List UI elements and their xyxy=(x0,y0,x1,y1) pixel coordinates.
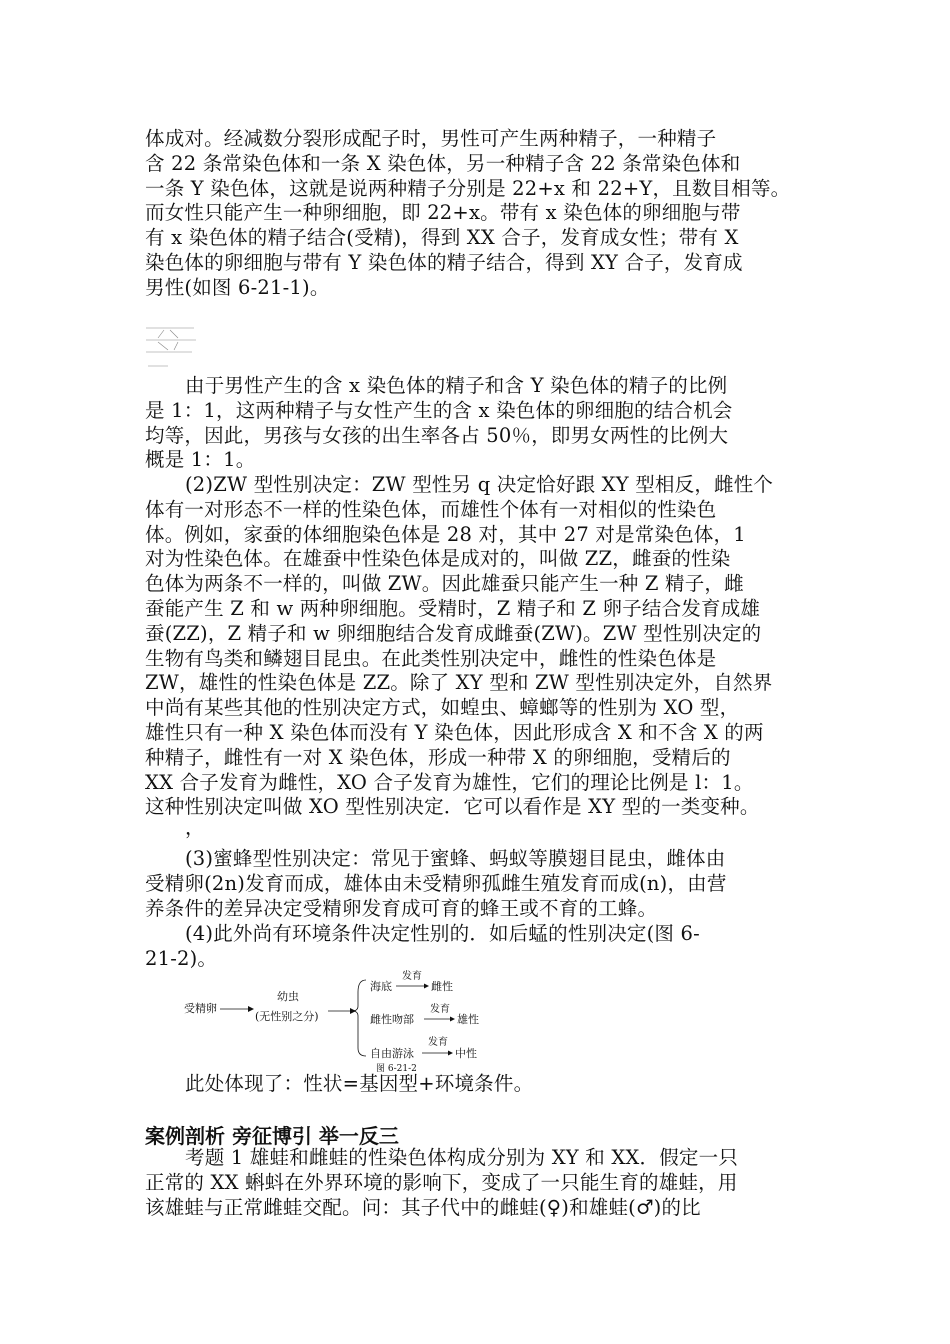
text-line: 养条件的差异决定受精卵发育成可育的蜂王或不育的工蜂。 xyxy=(145,896,658,920)
paragraph-sex-chromosome-gametes xyxy=(145,127,810,301)
text-line: 体有一对形态不一样的性染色体，而雄性个体有一对相似的性染色 xyxy=(145,497,717,521)
text-line: 此处体现了：性状=基因型+环境条件。 xyxy=(185,1072,534,1095)
text-line: 正常的 XX 蝌蚪在外界环境的影响下，变成了一只能生育的雄蛙，用 xyxy=(145,1170,738,1194)
text-line: ， xyxy=(185,816,205,840)
text-line: 雄性只有一种 X 染色体而没有 Y 染色体，因此形成含 X 和不含 X 的两 xyxy=(145,720,764,744)
text-line: (3)蜜蜂型性别决定：常见于蜜蜂、蚂蚁等膜翅目昆虫，雌体由 xyxy=(185,847,726,870)
text-line: 色体为两条不一样的，叫做 ZW。因此雄蚕只能产生一种 Z 精子，雌 xyxy=(145,572,744,596)
text-line: (2)ZW 型性别决定：ZW 型性另 q 决定恰好跟 XY 型相反，雌性个 xyxy=(185,473,774,496)
text-line: 含 22 条常染色体和一条 X 染色体，另一种精子含 22 条常染色体和 xyxy=(145,151,741,175)
paragraph-bee-type xyxy=(145,847,810,921)
arrow-head-icon xyxy=(448,1051,453,1056)
branch-arrow-label: 发育 xyxy=(428,1037,448,1048)
text-line: 对为性染色体。在雄蚕中性染色体是成对的，叫做 ZZ，雌蚕的性染 xyxy=(145,547,731,571)
paragraph-summary xyxy=(145,1072,810,1097)
text-line: 蚕能产生 Z 和 w 两种卵细胞。受精时，Z 精子和 Z 卵子结合发育成雄 xyxy=(145,596,761,620)
text-line: 这种性别决定叫做 XO 型性别决定．它可以看作是 XY 型的一类变种。 xyxy=(145,795,760,819)
text-line: 中尚有某些其他的性别决定方式，如蝗虫、蟑螂等的性别为 XO 型， xyxy=(145,696,740,720)
arrow-head-icon xyxy=(248,1006,254,1012)
figure-caption: 图 6-21-2 xyxy=(376,1064,417,1072)
text-line: 蚕(ZZ)，Z 精子和 w 卵细胞结合发育成雌蚕(ZW)。ZW 型性别决定的 xyxy=(145,621,762,645)
branch-to: 雌性 xyxy=(431,980,453,993)
branch-from: 自由游泳 xyxy=(370,1047,414,1060)
text-line: 考题 1 雄蛙和雌蛙的性染色体构成分别为 XY 和 XX．假定一只 xyxy=(185,1146,739,1169)
node-larva-note: (无性别之分) xyxy=(255,1010,319,1023)
figure-6-21-2-diagram xyxy=(180,968,500,1072)
text-line: 21-2)。 xyxy=(145,946,218,970)
arrow-head-icon xyxy=(424,984,429,989)
text-line: 该雄蛙与正常雌蛙交配。问：其子代中的雌蛙(♀)和雄蛙(♂)的比 xyxy=(145,1195,701,1219)
text-line: 均等，因此，男孩与女孩的出生率各占 50％，即男女两性的比例大 xyxy=(145,423,729,447)
text-line: 受精卵(2n)发育而成，雄体由未受精卵孤雌生殖发育而成(n)，由营 xyxy=(145,871,727,895)
branch-from: 雌性吻部 xyxy=(370,1013,414,1026)
text-line: 概是 1：1。 xyxy=(145,448,256,472)
paragraph-zw-type xyxy=(145,473,810,840)
node-fertilized-egg: 受精卵 xyxy=(184,1002,217,1015)
text-line: XX 合子发育为雌性，XO 合子发育为雄性，它们的理论比例是 l：1。 xyxy=(145,770,754,794)
text-line: 染色体的卵细胞与带有 Y 染色体的精子结合，得到 XY 合子，发育成 xyxy=(145,250,743,274)
brace-icon xyxy=(352,980,366,1056)
text-line: 体成对。经减数分裂形成配子时，男性可产生两种精子，一种精子 xyxy=(145,127,717,150)
branch-to: 雄性 xyxy=(457,1013,479,1026)
section-heading: 案例剖析 旁征博引 举一反三 xyxy=(145,1124,399,1148)
text-line: (4)此外尚有环境条件决定性别的．如后蜢的性别决定(图 6- xyxy=(185,922,700,945)
branch-to: 中性 xyxy=(455,1047,477,1060)
node-larva: 幼虫 xyxy=(277,990,299,1003)
text-line: ZW，雄性的性染色体是 ZZ。除了 XY 型和 ZW 型性别决定外，自然界 xyxy=(145,671,773,695)
text-line: 男性(如图 6-21-1)。 xyxy=(145,275,330,299)
paragraph-sex-ratio xyxy=(145,374,810,473)
text-line: 一条 Y 染色体，这就是说两种精子分别是 22+x 和 22+Y，且数目相等。 xyxy=(145,176,791,200)
text-line: 由于男性产生的含 x 染色体的精子和含 Y 染色体的精子的比例 xyxy=(185,374,728,397)
branch-from: 海底 xyxy=(370,980,392,993)
paragraph-exam-question xyxy=(145,1146,810,1220)
text-line: 而女性只能产生一种卵细胞，即 22+x。带有 x 染色体的卵细胞与带 xyxy=(145,201,741,225)
text-line: 体。例如，家蚕的体细胞染色体是 28 对，其中 27 对是常染色体，1 xyxy=(145,522,746,546)
text-line: 生物有鸟类和鳞翅目昆虫。在此类性别决定中，雌性的性染色体是 xyxy=(145,646,717,670)
text-line: 种精子，雌性有一对 X 染色体，形成一种带 X 的卵细胞，受精后的 xyxy=(145,745,731,769)
figure-6-21-1-thumbnail xyxy=(144,322,204,370)
branch-arrow-label: 发育 xyxy=(430,1004,450,1015)
arrow-head-icon xyxy=(450,1017,455,1022)
text-line: 是 1：1，这两种精子与女性产生的含 x 染色体的卵细胞的结合机会 xyxy=(145,398,733,422)
text-line: 有 x 染色体的精子结合(受精)，得到 XX 合子，发育成女性；带有 X xyxy=(145,226,739,250)
paragraph-environment-type xyxy=(145,922,810,972)
branch-arrow-label: 发育 xyxy=(402,971,422,982)
